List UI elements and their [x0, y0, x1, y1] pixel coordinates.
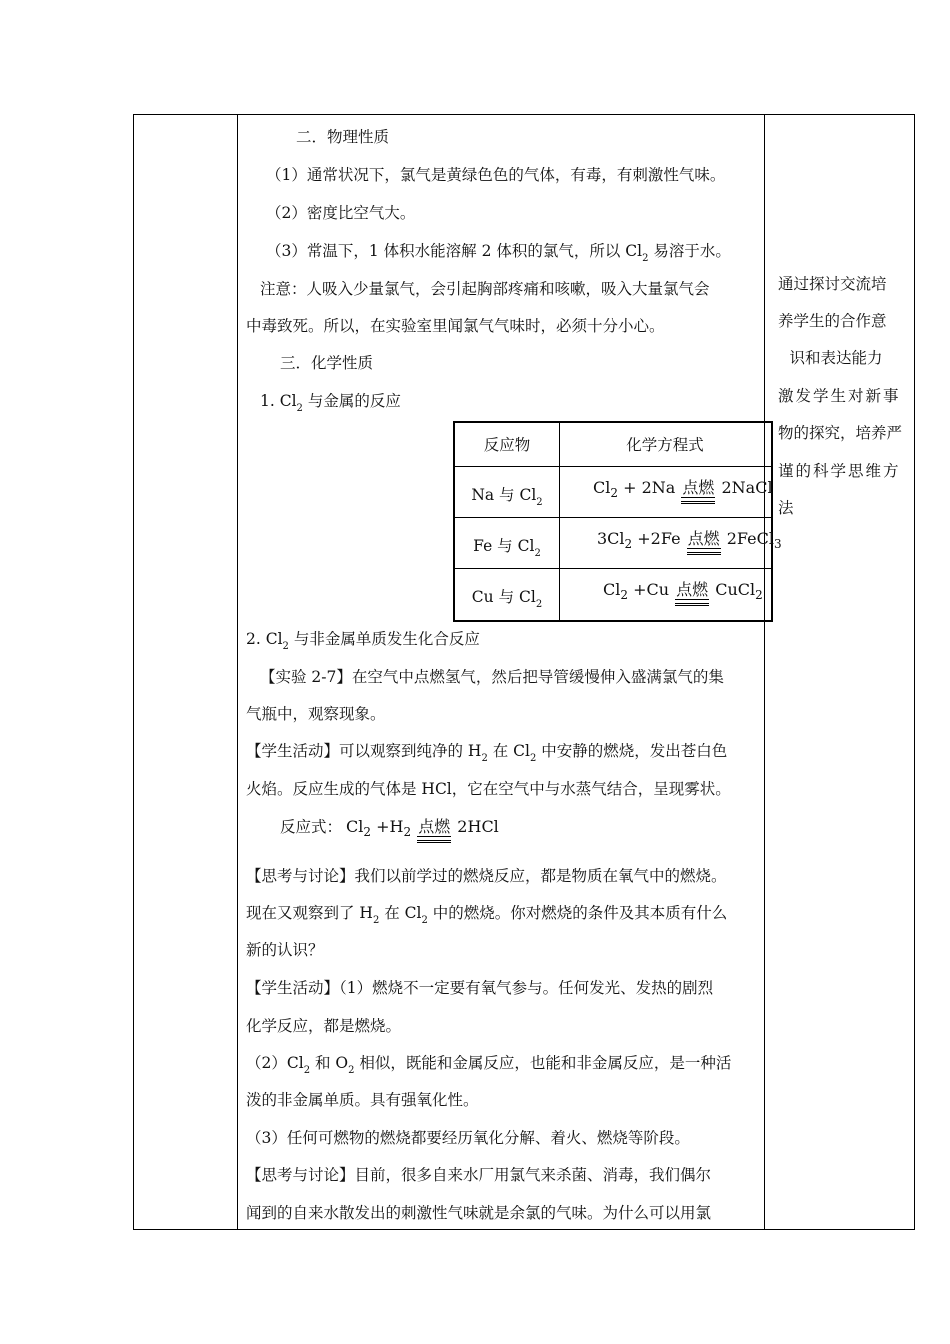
- header-reactant: 反应物: [483, 436, 531, 454]
- side-line-5: 物的探究，培养严: [778, 424, 903, 442]
- paragraph-3: （3）常温下，1 体积水能溶解 2 体积的氯气，所以 $Cl_2$ 易溶于水。: [266, 242, 731, 264]
- discussion-line-5: 闻到的自来水散发出的刺激性气味就是余氯的气味。为什么可以用氯: [246, 1204, 712, 1222]
- answer-line-2: 化学反应，都是燃烧。: [246, 1017, 402, 1035]
- discussion-line-1: 【思考与讨论】我们以前学过的燃烧反应，都是物质在氧气中的燃烧。: [246, 867, 727, 885]
- section-metals: 1. $Cl_2$ 与金属的反应: [260, 392, 401, 414]
- side-line-1: 通过探讨交流培: [778, 275, 887, 293]
- heading-chemical-properties: 三．化学性质: [280, 354, 374, 372]
- side-line-6: 谨的科学思维方: [778, 462, 901, 480]
- paragraph-1: （1）通常状况下，氯气是黄绿色色的气体，有毒，有刺激性气味。: [266, 166, 726, 184]
- paragraph-2: （2）密度比空气大。: [266, 204, 416, 222]
- experiment-line-2: 气瓶中，观察现象。: [246, 705, 386, 723]
- side-line-2: 养学生的合作意: [778, 312, 887, 330]
- experiment-line-1: 【实验 2-7】在空气中点燃氢气，然后把导管缓慢伸入盛满氯气的集: [260, 668, 724, 686]
- side-line-3: 识和表达能力: [789, 349, 883, 367]
- note-line-2: 中毒致死。所以，在实验室里闻氯气气味时，必须十分小心。: [246, 317, 665, 335]
- discussion-line-4: 【思考与讨论】目前，很多自来水厂用氯气来杀菌、消毒，我们偶尔: [246, 1166, 712, 1184]
- reaction-equation: 反应式： $Cl_2 +H_2$ 点燃 2HCl: [280, 817, 499, 839]
- activity-line-1: 【学生活动】可以观察到纯净的 $H_2$ 在 $Cl_2$ 中安静的燃烧，发出苍白色: [246, 742, 728, 764]
- answer-line-5: （3）任何可燃物的燃烧都要经历氧化分解、着火、燃烧等阶段。: [246, 1129, 690, 1147]
- discussion-line-3: 新的认识？: [246, 941, 324, 959]
- equation-na: $Cl_2 + 2Na$ 点燃 2NaCl: [593, 478, 773, 500]
- reactant-fe: Fe 与 $Cl_2$: [473, 537, 541, 559]
- heading-physical-properties: 二．物理性质: [296, 128, 390, 146]
- answer-line-4: 泼的非金属单质。具有强氧化性。: [246, 1091, 479, 1109]
- column-divider-right: [764, 115, 765, 1229]
- discussion-line-2: 现在又观察到了 $H_2$ 在 $Cl_2$ 中的燃烧。你对燃烧的条件及其本质有什么: [246, 904, 728, 926]
- answer-line-1: 【学生活动】（1）燃烧不一定要有氧气参与。任何发光、发热的剧烈: [246, 979, 714, 997]
- reactant-na: Na 与 $Cl_2$: [471, 486, 543, 508]
- column-divider-left: [237, 115, 238, 1229]
- note-line-1: 注意：人吸入少量氯气，会引起胸部疼痛和咳嗽，吸入大量氯气会: [260, 280, 710, 298]
- side-line-7: 法: [778, 499, 794, 517]
- section-nonmetals: 2. $Cl_2$ 与非金属单质发生化合反应: [246, 630, 480, 652]
- equation-cu: $Cl_2 +Cu$ 点燃 CuCl$_2$: [603, 580, 763, 602]
- side-line-4: 激发学生对新事: [778, 387, 901, 405]
- equation-fe: $3Cl_2 +2Fe$ 点燃 2FeCl$_3$: [597, 529, 782, 551]
- activity-line-2: 火焰。反应生成的气体是 HCl，它在空气中与水蒸气结合，呈现雾状。: [246, 780, 731, 798]
- answer-line-3: $(2)Cl_2$ 和 $O_2$ 相似，既能和金属反应，也能和非金属反应，是一种活: [246, 1054, 732, 1076]
- reactant-cu: Cu 与 $Cl_2$: [471, 588, 543, 610]
- lesson-table: [133, 114, 915, 1230]
- header-equation: 化学方程式: [626, 436, 704, 454]
- reaction-table: [453, 421, 782, 622]
